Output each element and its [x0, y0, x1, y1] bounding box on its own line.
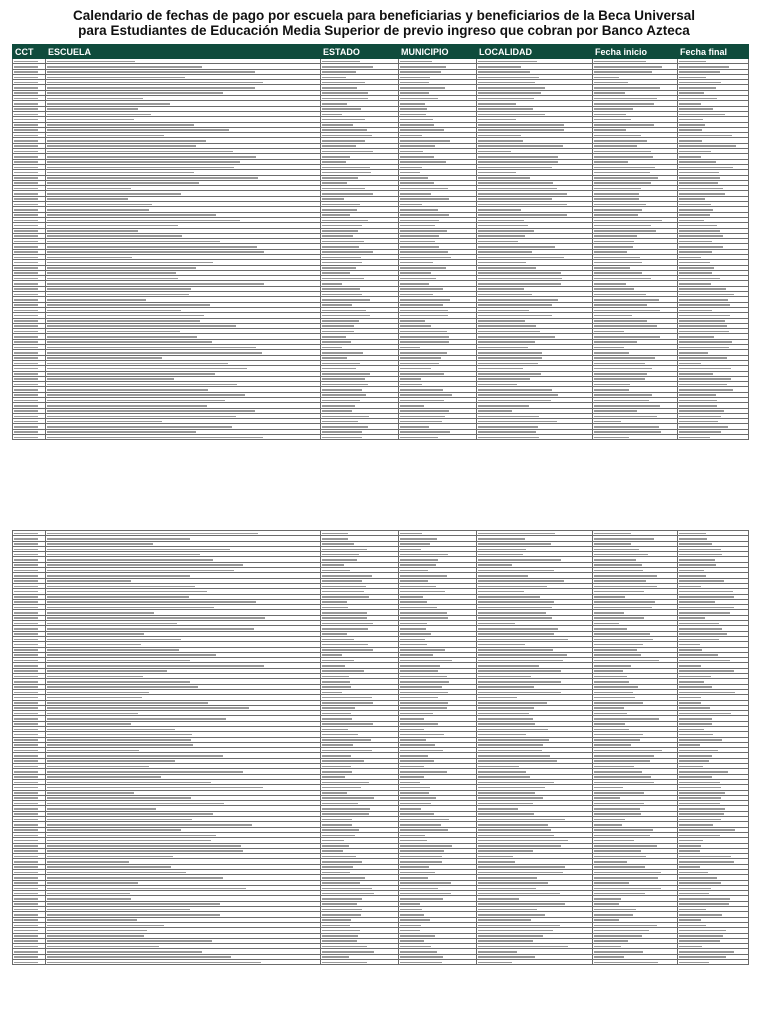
- schedule-table-page-2: [12, 530, 749, 965]
- page-title: [0, 8, 768, 38]
- table-cell: [593, 960, 678, 965]
- table-cell: [593, 435, 678, 440]
- table-cell: [477, 435, 593, 440]
- table-row: [13, 960, 749, 965]
- table-cell: [678, 960, 749, 965]
- table-cell: [477, 960, 593, 965]
- table-cell: [678, 435, 749, 440]
- table-cell: [13, 960, 46, 965]
- schedule-table-page-1: [12, 44, 749, 440]
- table-cell: [321, 960, 399, 965]
- title-line-2: para Estudiantes de Educación Media Superior de previo ingreso que cobran por Banco Azteca: [78, 23, 690, 38]
- header-municipio: MUNICIPIO: [399, 45, 477, 59]
- header-fecha-final: Fecha final: [678, 45, 749, 59]
- table-row: [13, 435, 749, 440]
- header-localidad: LOCALIDAD: [477, 45, 593, 59]
- title-line-1: Calendario de fechas de pago por escuela para beneficiarias y beneficiarios de la Beca Universal: [72, 8, 695, 23]
- table-cell: [46, 435, 321, 440]
- header-fecha-inicio: Fecha inicio: [593, 45, 678, 59]
- table-header: [13, 45, 749, 59]
- header-escuela: ESCUELA: [46, 45, 321, 59]
- table-cell: [321, 435, 399, 440]
- table-cell: [399, 435, 477, 440]
- header-estado: ESTADO: [321, 45, 399, 59]
- header-cct: CCT: [13, 45, 46, 59]
- table-cell: [46, 960, 321, 965]
- table-body-page-1: [13, 59, 749, 440]
- table-cell: [13, 435, 46, 440]
- table-cell: [399, 960, 477, 965]
- table-body-page-2: [13, 531, 749, 965]
